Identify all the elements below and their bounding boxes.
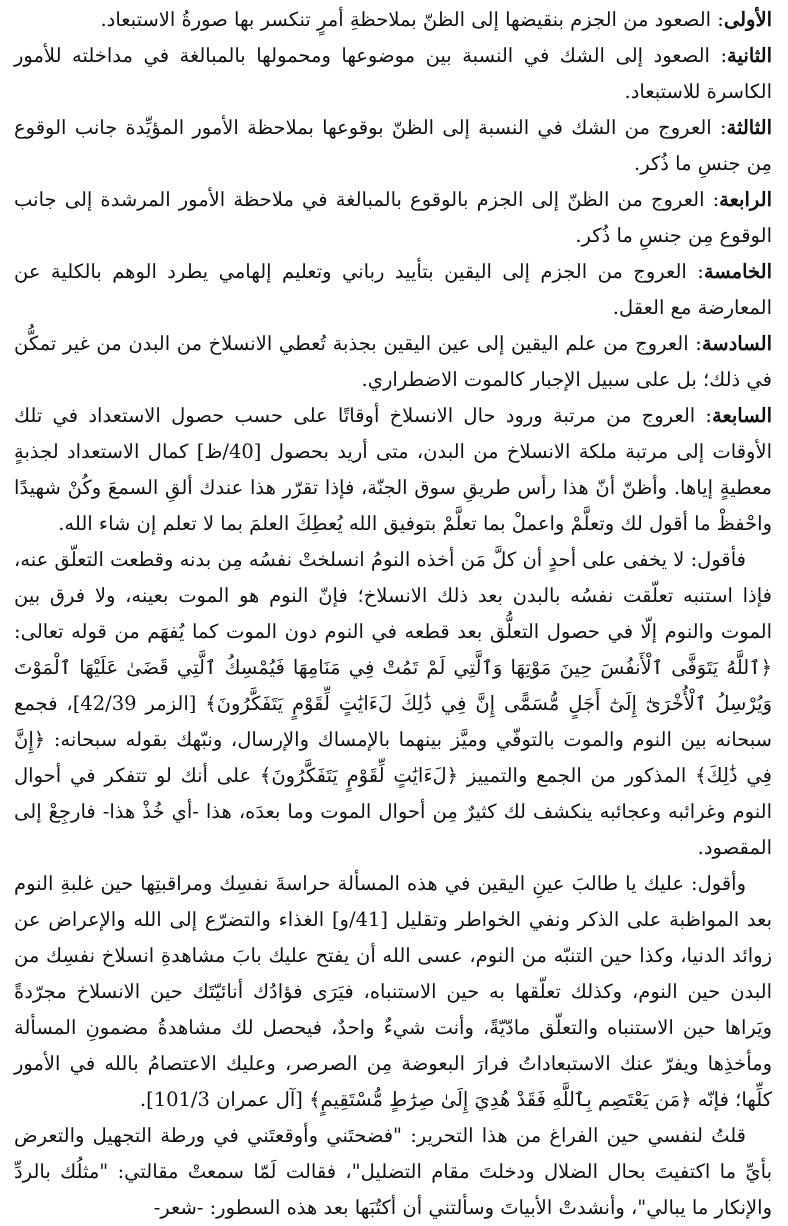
stage-5-text: : العروج من الجزم إلى اليقين بتأييد رباني وتعليم إلهامي يطرد الوهم بالكلية عن المعارضة مع العقل. bbox=[14, 260, 772, 319]
quran-fragment-la-ayat: ﴿لَءَايَٰتٍ لِّقَوْمٍ يَتَفَكَّرُونَ﴾ bbox=[259, 764, 459, 787]
stage-1-label: الأولى bbox=[723, 8, 772, 31]
stage-5 bbox=[14, 254, 772, 326]
quran-fragment-inna-fi-dhalika: ﴿إِنَّ فِي ذَٰلِكَ﴾ bbox=[14, 728, 772, 787]
paragraph-sleep-death-text-b: [الزمر 42/39]، فجمع سبحانه بين النوم والموت بالتوفّي وميَّز بينهما بالإمساك والإرسال، ونبّهك بقوله سبحانه: bbox=[14, 692, 772, 751]
paragraph-closing-poem-intro-text: قلتُ لنفسي حين الفراغ من هذا التحرير: "فضحتَني وأوقعتَني في ورطة التجهيل والتعرض بأيِّ ما اكتفيتَ بحال الضلال ودخلتَ مقام التضليل"، فقالت لَمّا سمعتْ مقالتي: "مثلُك بالردِّ والإنكار ما يبالي"، وأنشدتْ الأبياتَ وسألتني أن أكتُبَها بعد هذه السطور: -شعر- bbox=[14, 1124, 772, 1219]
quran-verse-al-imran: ﴿مَن يَعْتَصِم بِٱللَّهِ فَقَدْ هُدِيَ إِلَىٰ صِرَٰطٍ مُّسْتَقِيمٍ﴾ bbox=[309, 1088, 692, 1111]
stage-2 bbox=[14, 38, 772, 110]
paragraph-closing-poem-intro bbox=[14, 1118, 772, 1226]
stage-6-text: : العروج من علم اليقين إلى عين اليقين بجذبة تُعطي الانسلاخ من البدن من غير تمكُّن في ذلك؛ بل على سبيل الإجبار كالموت الاضطراري. bbox=[14, 332, 772, 391]
stage-5-label: الخامسة bbox=[703, 260, 772, 283]
paragraph-seeker-advice-text-b: [آل عمران 101/3]. bbox=[139, 1088, 310, 1111]
stage-6-label: السادسة bbox=[701, 332, 772, 355]
stage-1 bbox=[14, 2, 772, 38]
stage-3-label: الثالثة bbox=[726, 116, 772, 139]
stage-7-label: السابعة bbox=[712, 404, 772, 427]
quran-verse-zumar: ﴿ٱللَّهُ يَتَوَفَّى ٱلْأَنفُسَ حِينَ مَوْتِهَا وَٱلَّتِي لَمْ تَمُتْ فِي مَنَامِهَا فَيُمْسِكُ ٱلَّتِي قَضَىٰ عَلَيْهَا ٱلْمَوْتَ وَيُرْسِلُ ٱلْأُخْرَىٰٓ إِلَىٰٓ أَجَلٍ مُّسَمًّى إِنَّ فِي ذَٰلِكَ لَءَايَٰتٍ لِّقَوْمٍ يَتَفَكَّرُونَ﴾ bbox=[14, 656, 772, 715]
paragraph-sleep-death bbox=[14, 542, 772, 866]
paragraph-sleep-death-text-c: المذكور من الجمع والتمييز bbox=[458, 764, 696, 787]
stage-2-text: : الصعود إلى الشك في النسبة بين موضوعها ومحمولها بالمبالغة في مداخلته للأمور الكاسرة للاستبعاد. bbox=[14, 44, 772, 103]
paragraph-sleep-death-text-a: فأقول: لا يخفى على أحدٍ أن كلَّ مَن أخذه النومُ انسلختْ نفسُه مِن بدنه وقطعت التعلّق عنه، فإذا استنبه تعلّقت نفسُه بالبدن بعد ذلك الانسلاخ؛ فإنّ النوم هو الموت بعينه، ولا فرق بين الموت والنوم إلّا في حصول التعلُّق بعد قطعه في النوم دون الموت كما يُفهَم من قوله تعالى: bbox=[14, 548, 772, 643]
stage-7-text: : العروج من مرتبة ورود حال الانسلاخ أوقاتًا على حسب حصول الاستعداد في تلك الأوقات إلى مرتبة ملكة الانسلاخ من البدن، متى أريد بحصول [40/ظ] كمال الاستعداد لجذبةٍ معطيةٍ إياها. وأظنّ أنّ هذا رأس طريقِ سوق الجنّة، فإذا تقرّر هذا عندك ألقِ السمعَ وكُنْ شهيدًا واحْفظْ ما أقول لك وتعلَّمْ واعملْ بما تعلَّمْ بتوفيق الله يُعطِكَ العلمَ بما لا تعلم إن شاء الله. bbox=[14, 404, 772, 535]
paragraph-sleep-death-text-d: على أنك لو تتفكر في أحوال النوم وغرائبه وعجائبه ينكشف لك كثيرٌ مِن أحوال الموت وما بعدَه، هذا -أي خُذْ هذا- فارجِعْ إلى المقصود. bbox=[14, 764, 772, 859]
stage-4-label: الرابعة bbox=[719, 188, 772, 211]
stage-3 bbox=[14, 110, 772, 182]
paragraph-seeker-advice-text-a: وأقول: عليك يا طالبَ عينِ اليقين في هذه المسألة حراسةَ نفسِك ومراقبتِها حين غلبةِ النوم بعد المواظبة على الذكر ونفي الخواطر وتقليل [41/و] الغذاء والتضرّع إلى الله والإعراض عن زوائد الدنيا، وكذا حين التنبّه من النوم، عسى الله أن يفتح عليك بابَ مشاهدةِ انسلاخ نفسِك من البدن حين النوم، وكذلك تعلّقها به حين الاستنباه، فيَرَى فؤادُك أنائيّتَك حين الانسلاخ مجرّدةً ويَراها حين الاستنباه والتعلّق مادّيّةً، وأنت شيءٌ واحدٌ، فيحصل لك مشاهدةُ مضمونِ المسألة ومأخذِها ويفرّ عنك الاستبعاداتُ فرارَ البعوضة مِن الصرصر، وعليك الاعتصامُ بالله في الأمور كلِّها؛ فإنّه bbox=[14, 872, 773, 1111]
stage-6 bbox=[14, 326, 772, 398]
stage-2-label: الثانية bbox=[727, 44, 772, 67]
stage-4 bbox=[14, 182, 772, 254]
stage-7 bbox=[14, 398, 772, 542]
stage-1-text: : الصعود من الجزم بنقيضها إلى الظنّ بملاحظةِ أمرٍ تنكسر بها صورةُ الاستبعاد. bbox=[100, 8, 724, 31]
stage-3-text: : العروج من الشك في النسبة إلى الظنّ بوقوعها بملاحظة الأمور المؤيِّدة جانب الوقوع مِن جنسِ ما ذُكر. bbox=[14, 116, 772, 175]
paragraph-seeker-advice bbox=[14, 866, 772, 1118]
stage-4-text: : العروج من الظنّ إلى الجزم بالوقوع بالمبالغة في ملاحظة الأمور المرشدة إلى جانب الوقوع مِن جنسِ ما ذُكر. bbox=[14, 188, 772, 247]
